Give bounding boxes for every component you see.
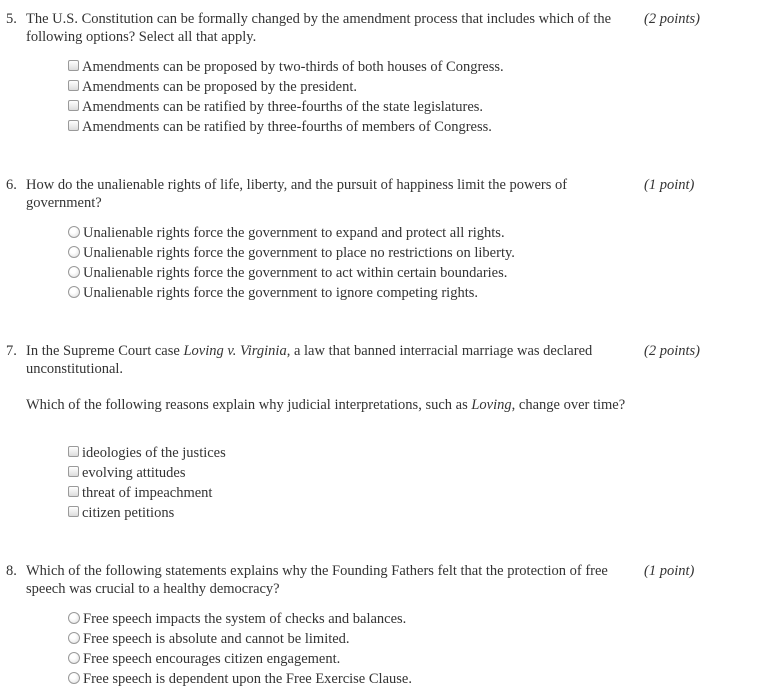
checkbox[interactable] [68, 486, 79, 497]
question-text: Which of the following statements explains why the Founding Fathers felt that the protection of free speech was crucial to a healthy democracy? [26, 563, 608, 597]
question-number: 7. [6, 343, 17, 359]
radio-button[interactable] [68, 652, 80, 664]
option-label: Unalienable rights force the government to ignore competing rights. [83, 285, 479, 301]
question-text: The U.S. Constitution can be formally changed by the amendment process that includes which of the following options? Select all that apply. [26, 11, 612, 45]
checkbox[interactable] [68, 466, 79, 477]
question-text-end: , a law that banned interracial marriage was declared unconstitutional. [26, 343, 593, 377]
answer-option[interactable] [68, 629, 412, 649]
question-subtext [26, 396, 626, 414]
answer-options [68, 223, 515, 303]
option-label: Free speech is absolute and cannot be limited. [83, 631, 350, 647]
option-label: Unalienable rights force the government to act within certain boundaries. [83, 265, 508, 281]
answer-option[interactable] [68, 649, 412, 669]
question-text: How do the unalienable rights of life, liberty, and the pursuit of happiness limit the powers of government? [26, 177, 568, 211]
answer-option[interactable] [68, 97, 504, 117]
question-number: 5. [6, 11, 17, 27]
radio-button[interactable] [68, 672, 80, 684]
option-label: Amendments can be proposed by two-thirds of both houses of Congress. [82, 59, 504, 75]
radio-button[interactable] [68, 286, 80, 298]
radio-button[interactable] [68, 246, 80, 258]
answer-option[interactable] [68, 243, 515, 263]
answer-option[interactable] [68, 223, 515, 243]
case-name: Loving v. Virginia [183, 343, 287, 359]
question-number: 8. [6, 563, 17, 579]
option-label: ideologies of the justices [82, 445, 226, 461]
option-label: Free speech is dependent upon the Free Exercise Clause. [83, 671, 412, 687]
option-label: evolving attitudes [82, 465, 186, 481]
radio-button[interactable] [68, 632, 80, 644]
answer-option[interactable] [68, 57, 504, 77]
option-label: Unalienable rights force the government to place no restrictions on liberty. [83, 245, 515, 261]
answer-option[interactable] [68, 609, 412, 629]
question-points: (1 point) [644, 563, 695, 579]
checkbox[interactable] [68, 60, 79, 71]
radio-button[interactable] [68, 266, 80, 278]
question-number: 6. [6, 177, 17, 193]
option-label: Amendments can be proposed by the president. [82, 79, 358, 95]
option-label: Free speech impacts the system of checks and balances. [83, 611, 407, 627]
question-points: (2 points) [644, 11, 700, 27]
question-points: (1 point) [644, 177, 695, 193]
answer-option[interactable] [68, 483, 226, 503]
answer-option[interactable] [68, 503, 226, 523]
question-points: (2 points) [644, 343, 700, 359]
answer-option[interactable] [68, 77, 504, 97]
answer-option[interactable] [68, 283, 515, 303]
case-name: Loving [471, 397, 512, 413]
answer-options [68, 609, 412, 689]
checkbox[interactable] [68, 446, 79, 457]
option-label: Amendments can be ratified by three-fourths of members of Congress. [82, 119, 492, 135]
option-label: Unalienable rights force the government to expand and protect all rights. [83, 225, 505, 241]
checkbox[interactable] [68, 80, 79, 91]
question-subtext-end: , change over time? [511, 397, 626, 413]
question-text-start: In the Supreme Court case [26, 343, 184, 359]
question-text [26, 342, 596, 378]
question-subtext-start: Which of the following reasons explain why judicial interpretations, such as [26, 397, 472, 413]
option-label: Amendments can be ratified by three-fourths of the state legislatures. [82, 99, 484, 115]
answer-options [68, 57, 504, 137]
radio-button[interactable] [68, 226, 80, 238]
answer-option[interactable] [68, 263, 515, 283]
option-label: threat of impeachment [82, 485, 213, 501]
answer-option[interactable] [68, 443, 226, 463]
option-label: Free speech encourages citizen engagement. [83, 651, 341, 667]
answer-option[interactable] [68, 463, 226, 483]
checkbox[interactable] [68, 506, 79, 517]
checkbox[interactable] [68, 100, 79, 111]
option-label: citizen petitions [82, 505, 175, 521]
answer-options [68, 443, 226, 523]
checkbox[interactable] [68, 120, 79, 131]
answer-option[interactable] [68, 117, 504, 137]
radio-button[interactable] [68, 612, 80, 624]
answer-option[interactable] [68, 669, 412, 689]
